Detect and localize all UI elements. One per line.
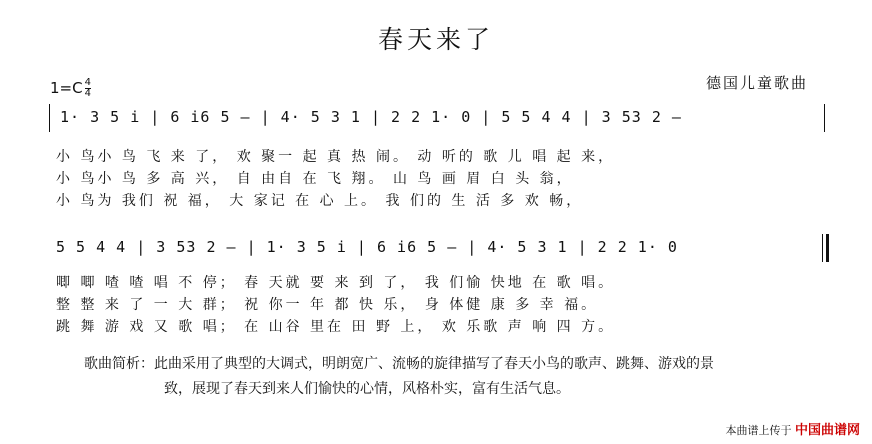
staff-line-1	[0, 100, 872, 140]
barline	[49, 104, 50, 132]
notation-row-1: 1· 3 5 i | 6 i6 5 – | 4· 5 3 1 | 2 2 1· 0 | 5 5 4 4 | 3 53 2 –	[60, 108, 682, 126]
analysis-line-2: 致，展现了春天到来人们愉快的心情，风格朴实，富有生活气息。	[164, 381, 570, 397]
key-signature	[50, 78, 91, 99]
lyric-row-2-verse-2: 整 整 来 了 一 大 群； 祝 你一 年 都 快 乐， 身 体健 康 多 幸 福。	[56, 297, 599, 313]
notation-row-2: 5 5 4 4 | 3 53 2 – | 1· 3 5 i | 6 i6 5 – | 4· 5 3 1 | 2 2 1· 0	[56, 238, 678, 256]
staff-line-2	[0, 230, 872, 270]
song-title: 春天来了	[377, 25, 494, 54]
site-name: 中国曲谱网	[794, 423, 860, 438]
composer-credit: 德国儿童歌曲	[705, 74, 808, 92]
barline	[822, 234, 823, 262]
lyric-row-2-verse-3: 跳 舞 游 戏 又 歌 唱； 在 山谷 里在 田 野 上， 欢 乐歌 声 响 四 方。	[56, 319, 616, 335]
lyric-row-1-verse-1: 小 鸟小 鸟 飞 来 了， 欢 聚一 起 真 热 闹。 动 听的 歌 儿 唱 起 来，	[56, 149, 616, 165]
lyric-row-1-verse-2: 小 鸟小 鸟 多 高 兴， 自 由自 在 飞 翔。 山 鸟 画 眉 白 头 翁，	[56, 171, 574, 187]
lyric-row-1-verse-3: 小 鸟为 我们 祝 福， 大 家记 在 心 上。 我 们的 生 活 多 欢 畅，	[56, 193, 584, 209]
barline	[824, 104, 825, 132]
final-barline	[826, 234, 829, 262]
lyric-row-2-verse-1: 唧 唧 喳 喳 唱 不 停； 春 天就 要 来 到 了， 我 们愉 快地 在 歌 唱。	[56, 275, 616, 291]
key-label: 1=C	[50, 79, 83, 97]
analysis-line-1: 歌曲简析：此曲采用了典型的大调式，明朗宽广、流畅的旋律描写了春天小鸟的歌声、跳舞、游戏的景	[84, 356, 714, 372]
source-footer	[725, 419, 860, 438]
time-signature: $\frac{4}{4}$	[84, 77, 91, 99]
footer-prefix: 本曲谱上传于	[725, 424, 792, 437]
